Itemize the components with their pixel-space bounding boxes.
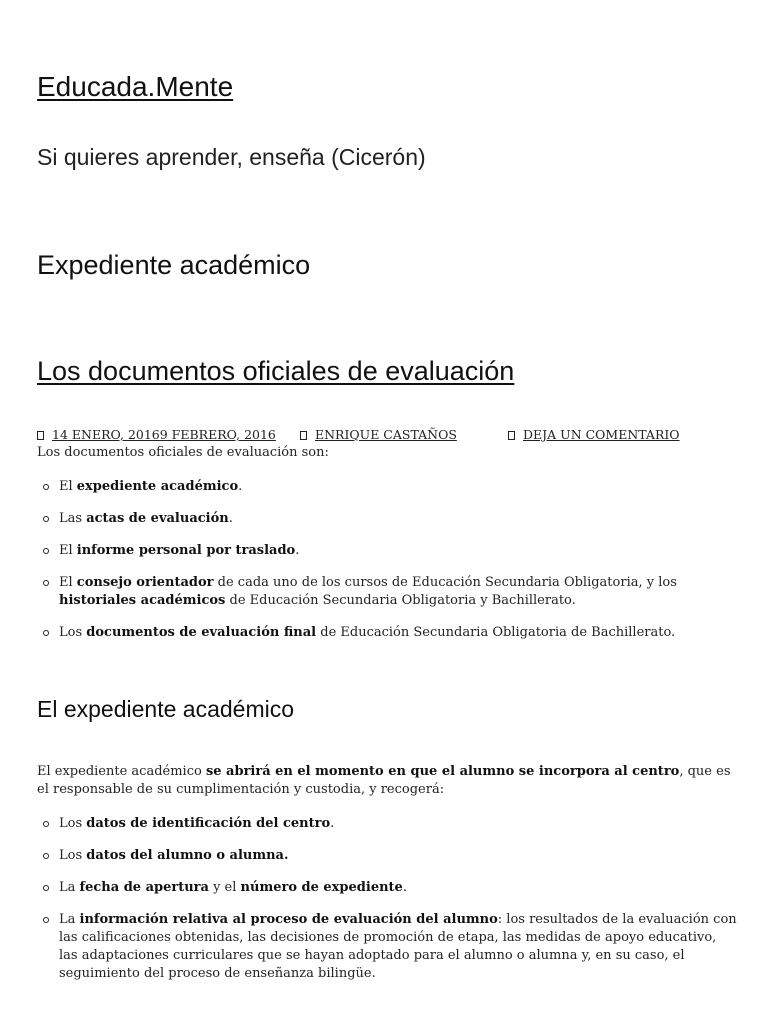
site-description: Si quieres aprender, enseña (Cicerón)	[37, 144, 426, 170]
section-content	[37, 763, 737, 983]
list-item	[37, 542, 737, 560]
item-text: Los	[59, 848, 87, 863]
section-heading: El expediente académico	[37, 696, 294, 722]
archive-title: Expediente académico	[37, 250, 311, 280]
item-text: .	[330, 816, 335, 831]
item-text: de Educación Secundaria Obligatoria de Bachillerato.	[316, 625, 676, 640]
docs-list	[37, 478, 737, 642]
item-strong: actas de evaluación	[86, 511, 229, 526]
post-comments-link[interactable]: DEJA UN COMENTARIO	[523, 427, 680, 442]
post-author	[300, 426, 457, 444]
item-text: Los	[59, 816, 87, 831]
list-item	[37, 510, 737, 528]
item-strong: documentos de evaluación final	[86, 625, 317, 640]
intro-text: , que es el responsable de su cumplimentación y custodia, y recogerá:	[37, 764, 731, 797]
bullet-icon	[43, 484, 49, 490]
list-item	[37, 815, 737, 833]
list-item	[37, 624, 737, 642]
item-strong: historiales académicos	[59, 593, 226, 608]
item-text: de cada uno de los cursos de Educación Secundaria Obligatoria, y los	[213, 575, 677, 590]
list-item	[37, 478, 737, 496]
docs-intro: Los documentos oficiales de evaluación son:	[37, 445, 329, 460]
item-text: : los resultados de la evaluación con las calificaciones obtenidas, las decisiones de promoción de etapa, las medidas de apoyo educativo, las adaptaciones curriculares que se hayan adoptado para el alumno o alumna y, en su caso, el seguimiento del proceso de enseñanza bilingüe.	[59, 912, 737, 981]
post-comments	[508, 426, 680, 444]
item-strong: información relativa al proceso de evaluación del alumno	[79, 912, 498, 927]
item-strong: datos de identificación del centro	[86, 816, 331, 831]
list-item	[37, 911, 737, 983]
item-text: El	[59, 479, 77, 494]
post-content	[37, 444, 737, 642]
item-text: de Educación Secundaria Obligatoria y Bachillerato.	[225, 593, 576, 608]
list-item	[37, 574, 737, 610]
post-date-link[interactable]: 14 ENERO, 20169 FEBRERO, 2016	[52, 427, 276, 442]
post-date	[37, 426, 276, 444]
bullet-icon	[43, 548, 49, 554]
item-text: .	[402, 880, 407, 895]
intro-text: El expediente académico	[37, 764, 206, 779]
item-text: El	[59, 543, 77, 558]
item-strong: consejo orientador	[76, 575, 214, 590]
post-title	[37, 354, 514, 388]
bullet-icon	[43, 821, 49, 827]
comment-icon	[508, 431, 515, 440]
item-text: El	[59, 575, 77, 590]
item-text: .	[228, 511, 233, 526]
intro-strong: se abrirá en el momento en que el alumno se incorpora al centro	[205, 764, 680, 779]
item-strong: fecha de apertura	[79, 880, 209, 895]
item-strong: número de expediente	[240, 880, 403, 895]
calendar-icon	[37, 431, 44, 440]
bullet-icon	[43, 853, 49, 859]
list-item	[37, 847, 737, 865]
user-icon	[300, 431, 307, 440]
bullet-icon	[43, 580, 49, 586]
item-text: La	[59, 912, 80, 927]
item-text: Las	[59, 511, 87, 526]
item-strong: informe personal por traslado	[76, 543, 296, 558]
bullet-icon	[43, 885, 49, 891]
post-title-link[interactable]: Los documentos oficiales de evaluación	[37, 356, 515, 386]
item-strong: datos del alumno o alumna.	[86, 848, 289, 863]
bullet-icon	[43, 516, 49, 522]
item-text: Los	[59, 625, 87, 640]
contents-list	[37, 815, 737, 983]
item-strong: expediente académico	[76, 479, 239, 494]
item-text: y el	[208, 880, 241, 895]
list-item	[37, 879, 737, 897]
item-text: .	[238, 479, 243, 494]
item-text: .	[295, 543, 300, 558]
section-intro	[37, 763, 737, 799]
post-author-link[interactable]: ENRIQUE CASTAÑOS	[315, 427, 457, 442]
item-text: La	[59, 880, 80, 895]
bullet-icon	[43, 630, 49, 636]
bullet-icon	[43, 917, 49, 923]
site-title[interactable]: Educada.Mente	[37, 71, 234, 102]
